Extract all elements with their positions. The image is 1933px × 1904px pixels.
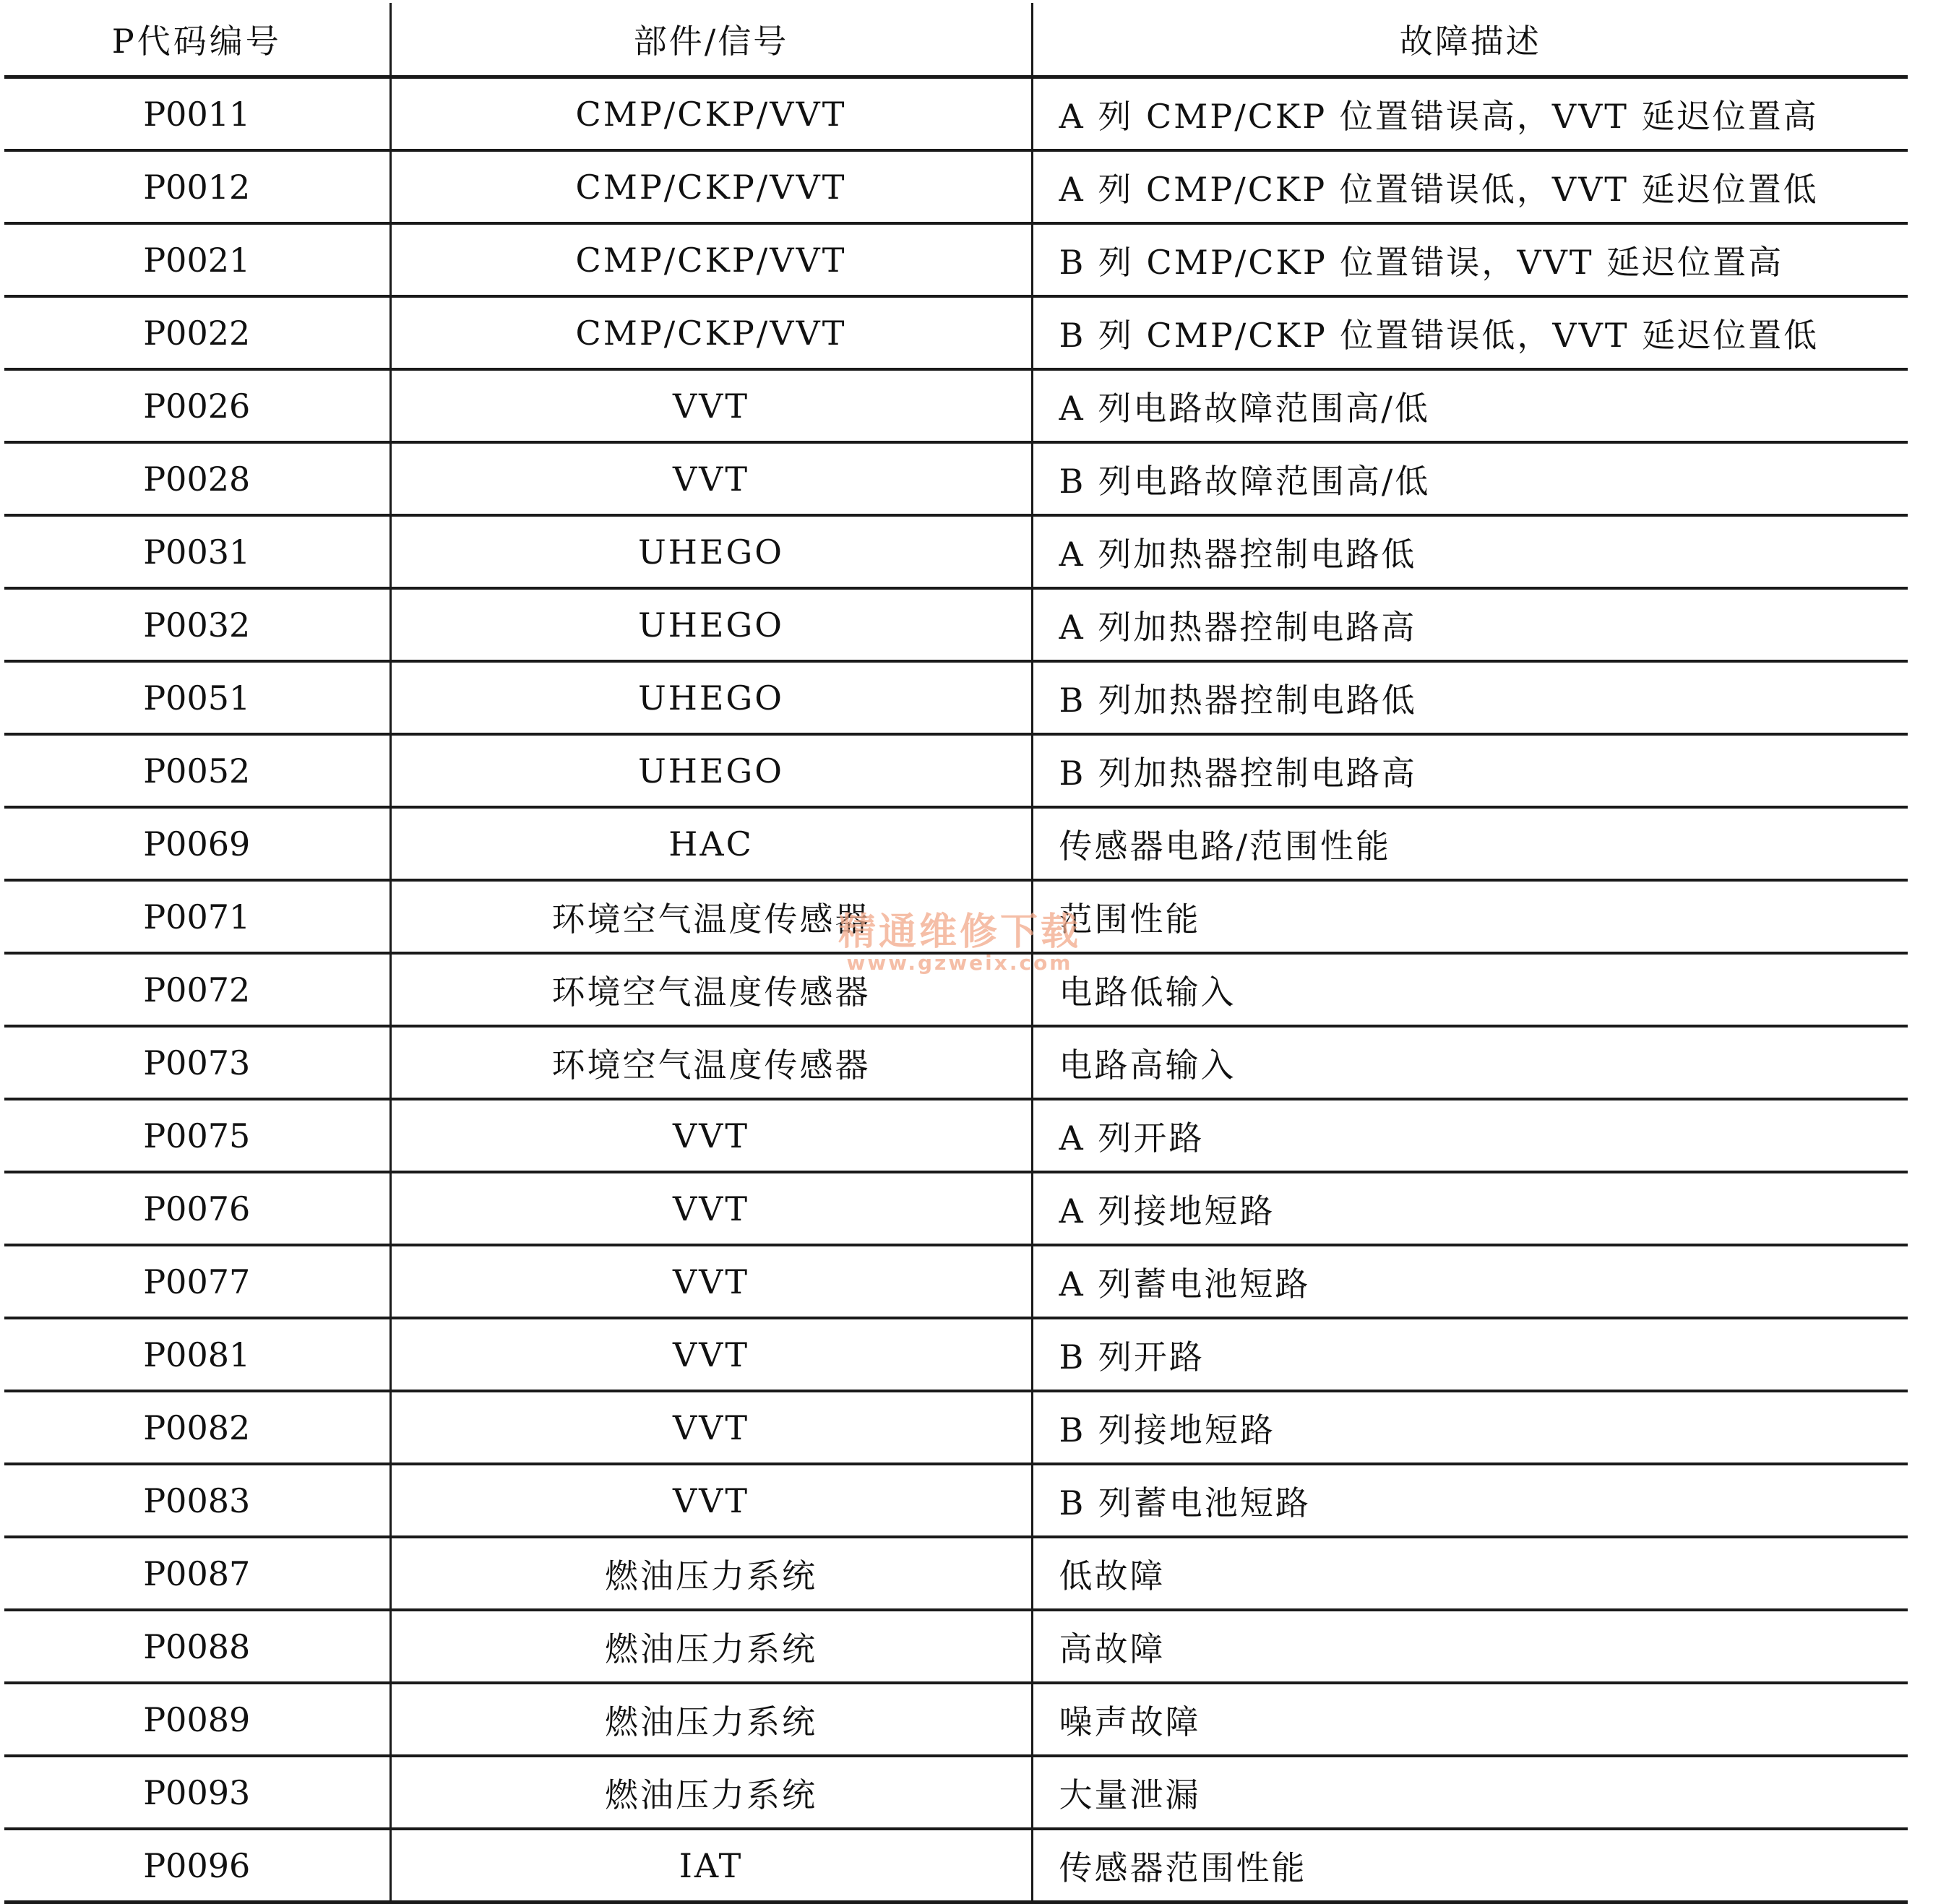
cell-description: B 列加热器控制电路高 — [1032, 734, 1908, 807]
cell-description: B 列接地短路 — [1032, 1391, 1908, 1464]
table-row — [4, 1610, 1908, 1683]
cell-description: 大量泄漏 — [1032, 1756, 1908, 1829]
cell-part: CMP/CKP/VVT — [390, 223, 1032, 296]
table-row — [4, 734, 1908, 807]
cell-part: VVT — [390, 1464, 1032, 1537]
cell-code: P0083 — [4, 1464, 390, 1537]
cell-part: CMP/CKP/VVT — [390, 296, 1032, 369]
table-row — [4, 588, 1908, 661]
watermark-url: www.gzweix.com — [846, 951, 1073, 975]
cell-part: CMP/CKP/VVT — [390, 150, 1032, 223]
table-row — [4, 442, 1908, 515]
cell-code: P0093 — [4, 1756, 390, 1829]
cell-code: P0026 — [4, 369, 390, 442]
cell-code: P0028 — [4, 442, 390, 515]
cell-part: VVT — [390, 1391, 1032, 1464]
table-row — [4, 953, 1908, 1026]
cell-code: P0081 — [4, 1318, 390, 1391]
table-body — [4, 77, 1908, 1903]
cell-part: 环境空气温度传感器 — [390, 1026, 1032, 1099]
table-row — [4, 661, 1908, 734]
table-row — [4, 1318, 1908, 1391]
cell-code: P0087 — [4, 1537, 390, 1610]
cell-description: B 列开路 — [1032, 1318, 1908, 1391]
cell-description: 电路低输入 — [1032, 953, 1908, 1026]
cell-description: A 列蓄电池短路 — [1032, 1245, 1908, 1318]
cell-description: 传感器电路/范围性能 — [1032, 807, 1908, 880]
cell-part: VVT — [390, 1245, 1032, 1318]
table-row — [4, 1026, 1908, 1099]
cell-description: A 列 CMP/CKP 位置错误低，VVT 延迟位置低 — [1032, 150, 1908, 223]
cell-code: P0069 — [4, 807, 390, 880]
cell-description: A 列加热器控制电路高 — [1032, 588, 1908, 661]
cell-part: HAC — [390, 807, 1032, 880]
cell-part: VVT — [390, 1318, 1032, 1391]
cell-part: 环境空气温度传感器 — [390, 953, 1032, 1026]
cell-part: UHEGO — [390, 515, 1032, 588]
cell-description: B 列 CMP/CKP 位置错误，VVT 延迟位置高 — [1032, 223, 1908, 296]
table-row — [4, 1464, 1908, 1537]
cell-part: 环境空气温度传感器 — [390, 880, 1032, 953]
dtc-table — [4, 3, 1908, 1904]
cell-code: P0089 — [4, 1683, 390, 1756]
header-description: 故障描述 — [1032, 3, 1908, 77]
table-row — [4, 515, 1908, 588]
cell-description: 传感器范围性能 — [1032, 1829, 1908, 1903]
table-row — [4, 1172, 1908, 1245]
cell-code: P0071 — [4, 880, 390, 953]
cell-description: A 列接地短路 — [1032, 1172, 1908, 1245]
watermark-name: 精通维修下载 — [838, 910, 1082, 954]
cell-code: P0082 — [4, 1391, 390, 1464]
cell-code: P0073 — [4, 1026, 390, 1099]
cell-description: A 列电路故障范围高/低 — [1032, 369, 1908, 442]
cell-description: B 列电路故障范围高/低 — [1032, 442, 1908, 515]
cell-code: P0051 — [4, 661, 390, 734]
header-code: P代码编号 — [4, 3, 390, 77]
cell-code: P0021 — [4, 223, 390, 296]
cell-description: 噪声故障 — [1032, 1683, 1908, 1756]
cell-code: P0011 — [4, 77, 390, 151]
table-row — [4, 1756, 1908, 1829]
cell-part: VVT — [390, 1099, 1032, 1172]
cell-description: B 列蓄电池短路 — [1032, 1464, 1908, 1537]
table-row — [4, 1829, 1908, 1903]
table-row — [4, 1537, 1908, 1610]
cell-part: 燃油压力系统 — [390, 1756, 1032, 1829]
cell-part: IAT — [390, 1829, 1032, 1903]
table-header — [4, 3, 1908, 77]
cell-part: VVT — [390, 1172, 1032, 1245]
cell-part: VVT — [390, 369, 1032, 442]
cell-part: 燃油压力系统 — [390, 1683, 1032, 1756]
cell-description: 范围性能 — [1032, 880, 1908, 953]
header-part: 部件/信号 — [390, 3, 1032, 77]
cell-code: P0031 — [4, 515, 390, 588]
cell-part: 燃油压力系统 — [390, 1537, 1032, 1610]
table-row — [4, 1391, 1908, 1464]
cell-part: UHEGO — [390, 734, 1032, 807]
table-row — [4, 223, 1908, 296]
cell-part: CMP/CKP/VVT — [390, 77, 1032, 151]
cell-part: UHEGO — [390, 661, 1032, 734]
cell-description: A 列 CMP/CKP 位置错误高，VVT 延迟位置高 — [1032, 77, 1908, 151]
cell-description: A 列开路 — [1032, 1099, 1908, 1172]
table-row — [4, 1099, 1908, 1172]
cell-code: P0052 — [4, 734, 390, 807]
table-row — [4, 1683, 1908, 1756]
header-row — [4, 3, 1908, 77]
cell-description: B 列 CMP/CKP 位置错误低，VVT 延迟位置低 — [1032, 296, 1908, 369]
cell-part: 燃油压力系统 — [390, 1610, 1032, 1683]
cell-part: UHEGO — [390, 588, 1032, 661]
table-row — [4, 150, 1908, 223]
table-row — [4, 369, 1908, 442]
cell-description: 高故障 — [1032, 1610, 1908, 1683]
table-row — [4, 807, 1908, 880]
cell-code: P0032 — [4, 588, 390, 661]
table-row — [4, 296, 1908, 369]
cell-code: P0012 — [4, 150, 390, 223]
cell-part: VVT — [390, 442, 1032, 515]
cell-code: P0075 — [4, 1099, 390, 1172]
cell-description: 低故障 — [1032, 1537, 1908, 1610]
table-row — [4, 77, 1908, 151]
cell-description: 电路高输入 — [1032, 1026, 1908, 1099]
cell-code: P0072 — [4, 953, 390, 1026]
cell-code: P0076 — [4, 1172, 390, 1245]
cell-code: P0077 — [4, 1245, 390, 1318]
cell-code: P0096 — [4, 1829, 390, 1903]
cell-code: P0088 — [4, 1610, 390, 1683]
cell-description: B 列加热器控制电路低 — [1032, 661, 1908, 734]
cell-description: A 列加热器控制电路低 — [1032, 515, 1908, 588]
table-row — [4, 880, 1908, 953]
table-row — [4, 1245, 1908, 1318]
cell-code: P0022 — [4, 296, 390, 369]
